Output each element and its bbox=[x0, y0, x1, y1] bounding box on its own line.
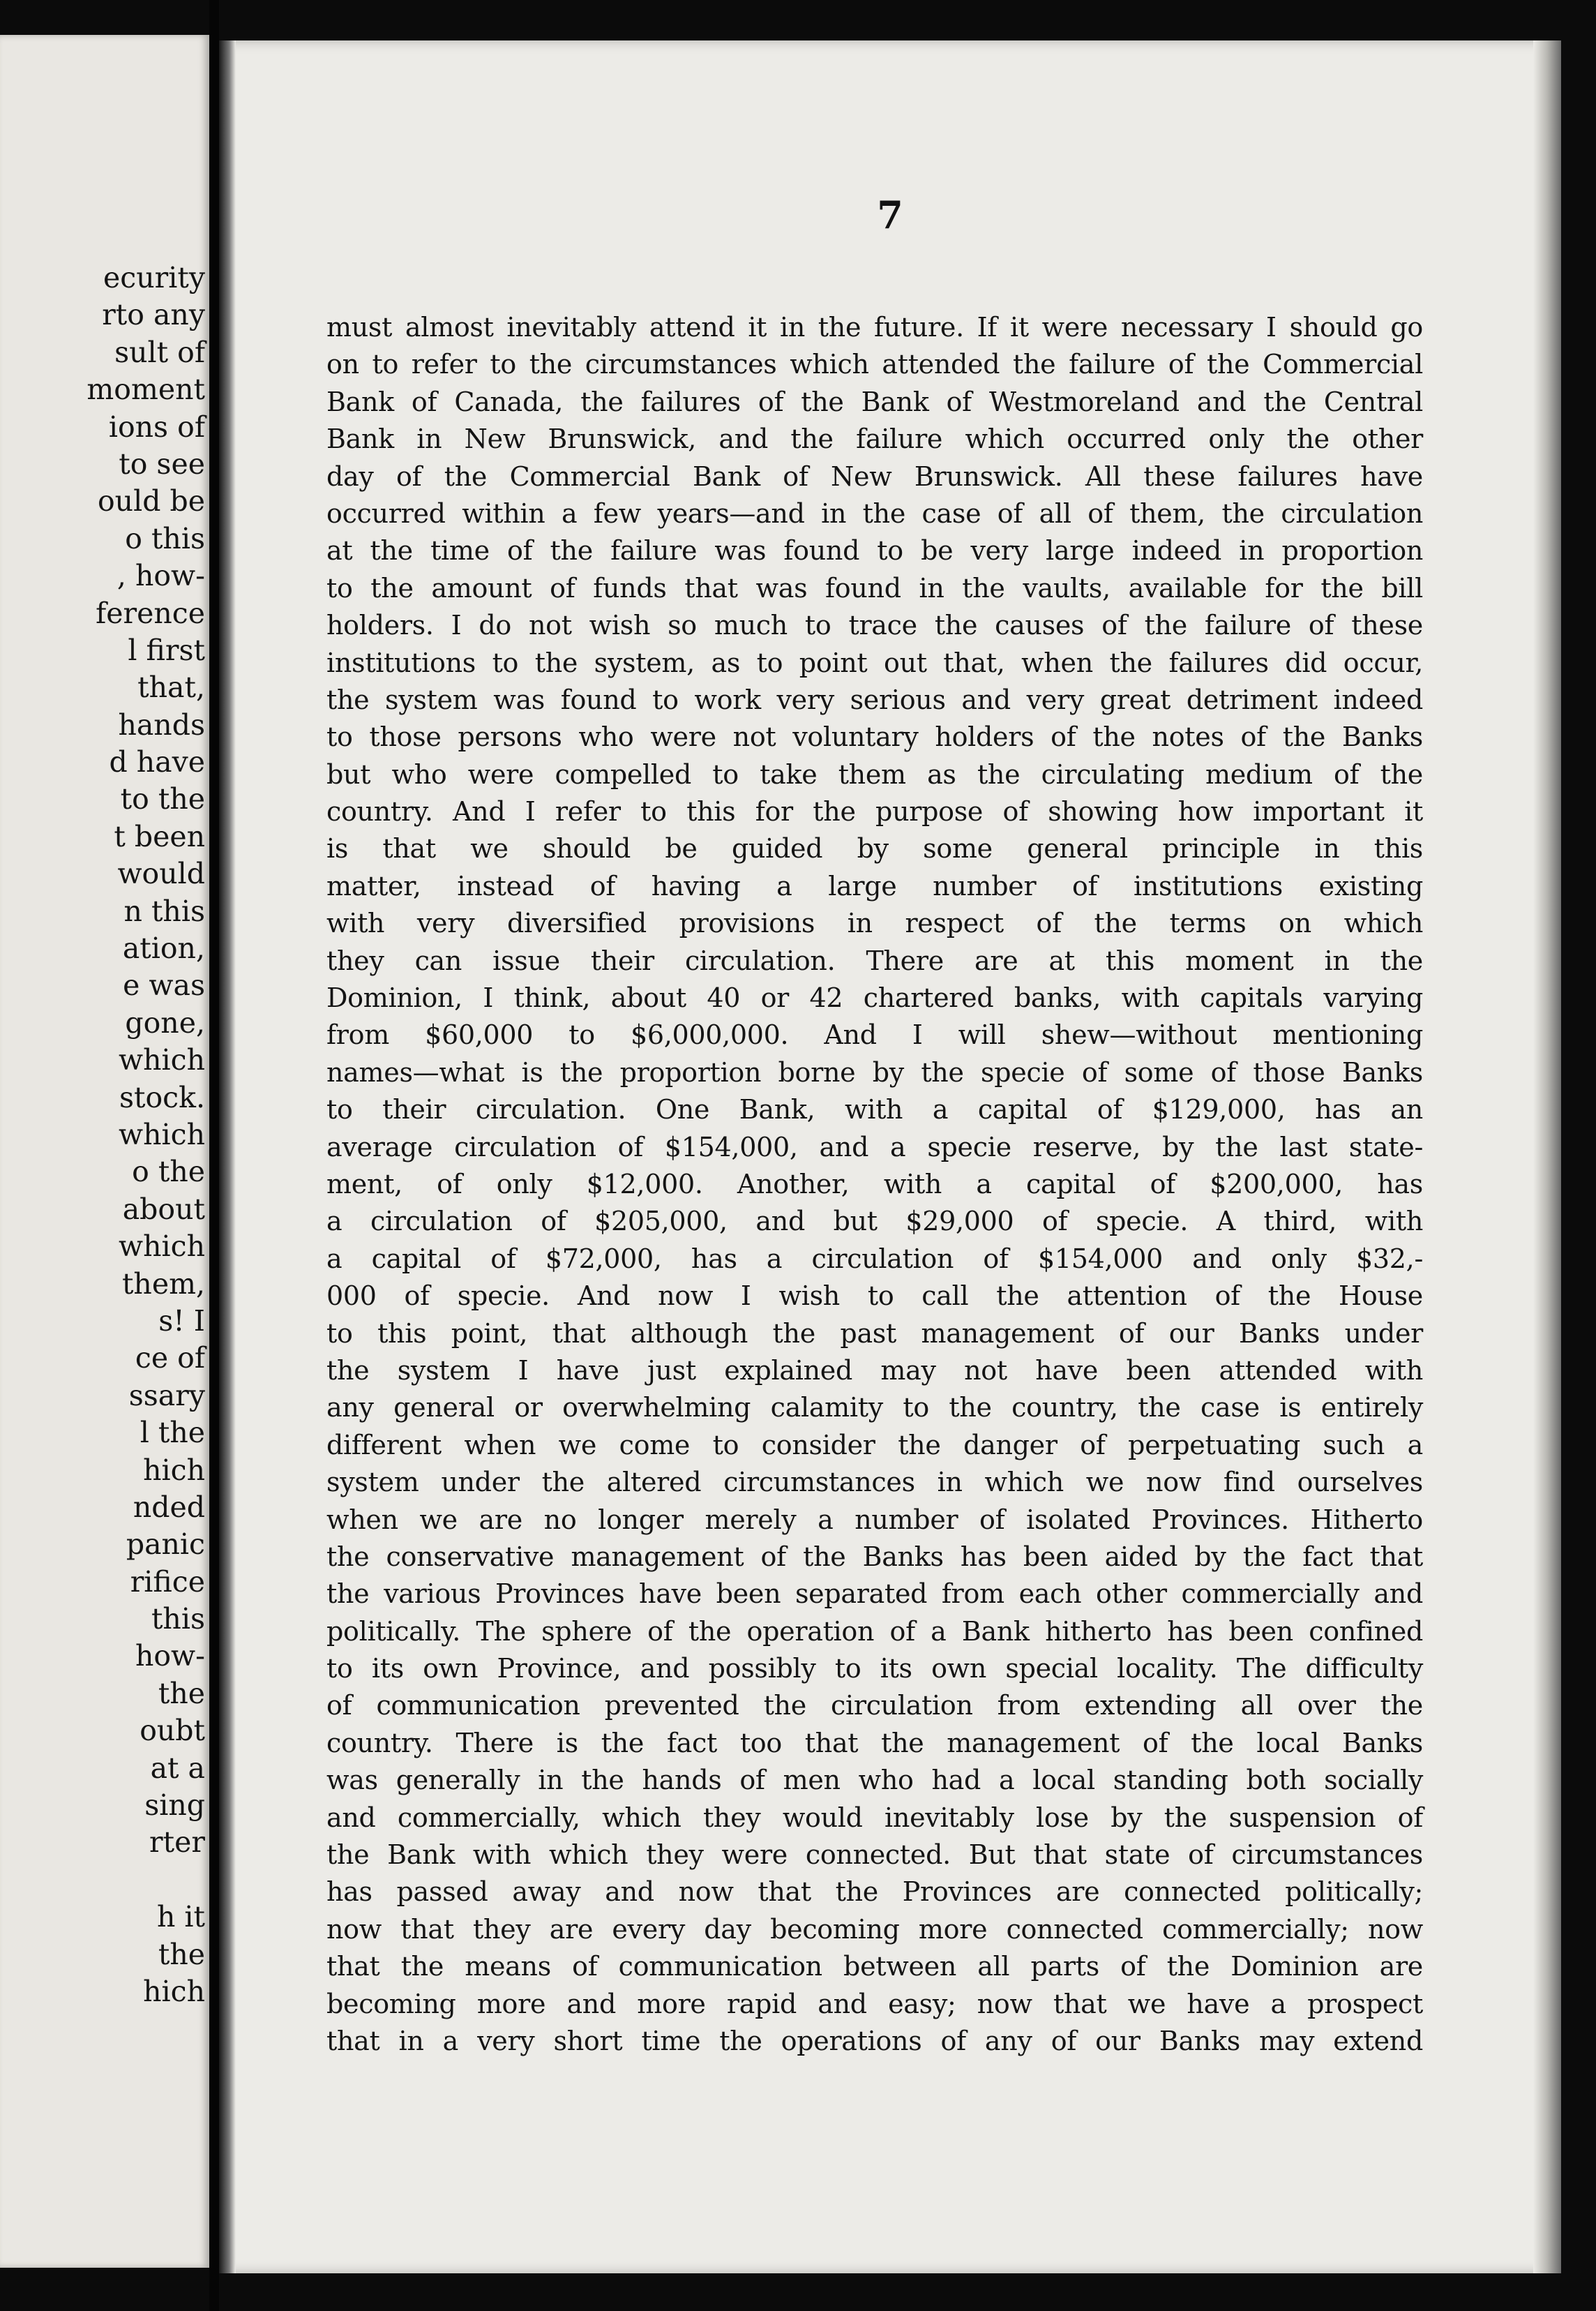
fragment-line: h it bbox=[156, 1900, 205, 1934]
fragment-line: ce of bbox=[135, 1341, 205, 1375]
fragment-line bbox=[86, 1862, 205, 1899]
page-outer-edge bbox=[1533, 40, 1561, 2273]
text-line: institutions to the system, as to point out that, when the failures did occur, bbox=[326, 647, 1423, 678]
text-line: to this point, that although the past management of our Banks under bbox=[326, 1317, 1423, 1349]
text-line: the system was found to work very serious and very great detriment indeed bbox=[326, 684, 1423, 715]
book-gutter bbox=[209, 0, 219, 2311]
fragment-line: gone, bbox=[125, 1005, 205, 1040]
fragment-line: to the bbox=[120, 782, 205, 816]
text-line: when we are no longer merely a number of isolated Provinces. Hitherto bbox=[326, 1504, 1423, 1535]
fragment-line: stock. bbox=[119, 1080, 205, 1114]
text-line: holders. I do not wish so much to trace the causes of the failure of these bbox=[326, 610, 1423, 641]
text-line: at the time of the failure was found to be very large indeed in proportion bbox=[326, 535, 1423, 567]
page-number: 7 bbox=[877, 193, 903, 237]
text-line: is that we should be guided by some general principle in this bbox=[326, 833, 1423, 865]
text-line: country. And I refer to this for the purpose of showing how important it bbox=[326, 796, 1423, 828]
fragment-line: o this bbox=[125, 521, 205, 555]
text-line: and commercially, which they would inevitably lose by the suspension of bbox=[326, 1802, 1423, 1833]
fragment-line: rifice bbox=[130, 1564, 205, 1599]
text-line: Bank in New Brunswick, and the failure which occurred only the other bbox=[326, 424, 1423, 455]
fragment-line: which bbox=[119, 1043, 205, 1077]
fragment-line: moment bbox=[86, 373, 205, 407]
fragment-line: d have bbox=[109, 745, 205, 779]
fragment-line: panic bbox=[126, 1527, 205, 1562]
fragment-line: t been bbox=[114, 819, 205, 853]
fragment-line: nded bbox=[133, 1490, 205, 1524]
previous-page-text bbox=[86, 260, 205, 2010]
body-text bbox=[326, 309, 1423, 2060]
text-line: that in a very short time the operations of any of our Banks may extend bbox=[326, 2025, 1423, 2056]
text-line: the Bank with which they were connected. But that state of circumstances bbox=[326, 1839, 1423, 1871]
fragment-line: l the bbox=[140, 1416, 205, 1450]
text-line: names—what is the proportion borne by the specie of some of those Banks bbox=[326, 1056, 1423, 1088]
fragment-line: how- bbox=[135, 1639, 205, 1673]
fragment-line: ation, bbox=[122, 932, 205, 966]
fragment-line: this bbox=[151, 1602, 205, 1636]
fragment-line: ference bbox=[96, 596, 205, 630]
text-line: a circulation of $205,000, and but $29,000 of specie. A third, with bbox=[326, 1206, 1423, 1237]
fragment-line: ecurity bbox=[103, 261, 205, 294]
text-line: on to refer to the circumstances which attended the failure of the Commercial bbox=[326, 349, 1423, 380]
fragment-line: oubt bbox=[140, 1714, 205, 1748]
fragment-line: at a bbox=[150, 1751, 205, 1785]
text-line: must almost inevitably attend it in the future. If it were necessary I should go bbox=[326, 312, 1423, 343]
text-line: was generally in the hands of men who had a local standing both socially bbox=[326, 1765, 1423, 1796]
text-line: becoming more and more rapid and easy; now that we have a prospect bbox=[326, 1988, 1423, 2019]
fragment-line: which bbox=[119, 1117, 205, 1151]
fragment-line: n this bbox=[123, 894, 205, 928]
text-line: Bank of Canada, the failures of the Bank of Westmoreland and the Central bbox=[326, 386, 1423, 417]
text-line: the system I have just explained may not have been attended with bbox=[326, 1354, 1423, 1386]
text-line: Dominion, I think, about 40 or 42 chartered banks, with capitals varying bbox=[326, 982, 1423, 1014]
fragment-line: that, bbox=[137, 671, 205, 705]
fragment-line: them, bbox=[121, 1266, 205, 1301]
fragment-line: o the bbox=[132, 1155, 205, 1189]
fragment-line: , how- bbox=[116, 559, 205, 593]
text-line: now that they are every day becoming more connected commercially; now bbox=[326, 1913, 1423, 1945]
text-line: matter, instead of having a large number of institutions existing bbox=[326, 870, 1423, 902]
text-line: politically. The sphere of the operation of a Bank hitherto has been confined bbox=[326, 1615, 1423, 1647]
text-line: any general or overwhelming calamity to the country, the case is entirely bbox=[326, 1392, 1423, 1423]
text-line: 000 of specie. And now I wish to call the attention of the House bbox=[326, 1280, 1423, 1312]
fragment-line: about bbox=[122, 1192, 205, 1226]
fragment-line: rter bbox=[149, 1825, 205, 1860]
fragment-line: which bbox=[119, 1229, 205, 1264]
text-line: average circulation of $154,000, and a specie reserve, by the last state- bbox=[326, 1131, 1423, 1162]
fragment-line: to see bbox=[119, 447, 205, 481]
fragment-line: ould be bbox=[98, 484, 205, 518]
fragment-line: the bbox=[158, 1676, 205, 1710]
fragment-line: the bbox=[158, 1937, 205, 1971]
text-line: occurred within a few years—and in the case of all of them, the circulation bbox=[326, 498, 1423, 529]
previous-page-fragment bbox=[0, 35, 209, 2268]
fragment-line: ions of bbox=[108, 410, 205, 444]
page bbox=[219, 40, 1561, 2273]
text-line: system under the altered circumstances in which we now find ourselves bbox=[326, 1467, 1423, 1498]
text-line: they can issue their circulation. There are at this moment in the bbox=[326, 945, 1423, 976]
text-line: the conservative management of the Banks has been aided by the fact that bbox=[326, 1541, 1423, 1572]
text-line: different when we come to consider the danger of perpetuating such a bbox=[326, 1429, 1423, 1460]
fragment-line: l first bbox=[128, 633, 205, 667]
text-line: to their circulation. One Bank, with a capital of $129,000, has an bbox=[326, 1094, 1423, 1125]
text-line: day of the Commercial Bank of New Brunswick. All these failures have bbox=[326, 461, 1423, 492]
text-line: but who were compelled to take them as the circulating medium of the bbox=[326, 758, 1423, 790]
fragment-line: sing bbox=[144, 1788, 205, 1823]
fragment-line: hich bbox=[143, 1974, 205, 2008]
text-line: the various Provinces have been separated from each other commercially and bbox=[326, 1578, 1423, 1610]
text-line: to its own Province, and possibly to its own special locality. The difficulty bbox=[326, 1653, 1423, 1684]
text-line: with very diversified provisions in respect of the terms on which bbox=[326, 908, 1423, 939]
fragment-line: sult of bbox=[114, 335, 205, 369]
fragment-line: s! I bbox=[158, 1303, 205, 1338]
text-line: to those persons who were not voluntary holders of the notes of the Banks bbox=[326, 721, 1423, 753]
text-line: ment, of only $12,000. Another, with a capital of $200,000, has bbox=[326, 1168, 1423, 1199]
text-line: that the means of communication between all parts of the Dominion are bbox=[326, 1951, 1423, 1982]
fragment-line: would bbox=[117, 857, 205, 891]
fragment-line: ssary bbox=[128, 1378, 205, 1412]
page-inner-edge bbox=[219, 40, 236, 2273]
text-line: has passed away and now that the Provinces are connected politically; bbox=[326, 1876, 1423, 1908]
fragment-line: hands bbox=[118, 708, 205, 742]
text-line: country. There is the fact too that the management of the local Banks bbox=[326, 1727, 1423, 1758]
fragment-line: e was bbox=[123, 968, 205, 1003]
fragment-line: hich bbox=[143, 1453, 205, 1487]
text-line: a capital of $72,000, has a circulation of $154,000 and only $32,- bbox=[326, 1243, 1423, 1274]
text-line: to the amount of funds that was found in the vaults, available for the bill bbox=[326, 572, 1423, 604]
fragment-line: rto any bbox=[102, 298, 205, 332]
text-line: from $60,000 to $6,000,000. And I will shew—without mentioning bbox=[326, 1019, 1423, 1051]
text-line: of communication prevented the circulation from extending all over the bbox=[326, 1690, 1423, 1721]
